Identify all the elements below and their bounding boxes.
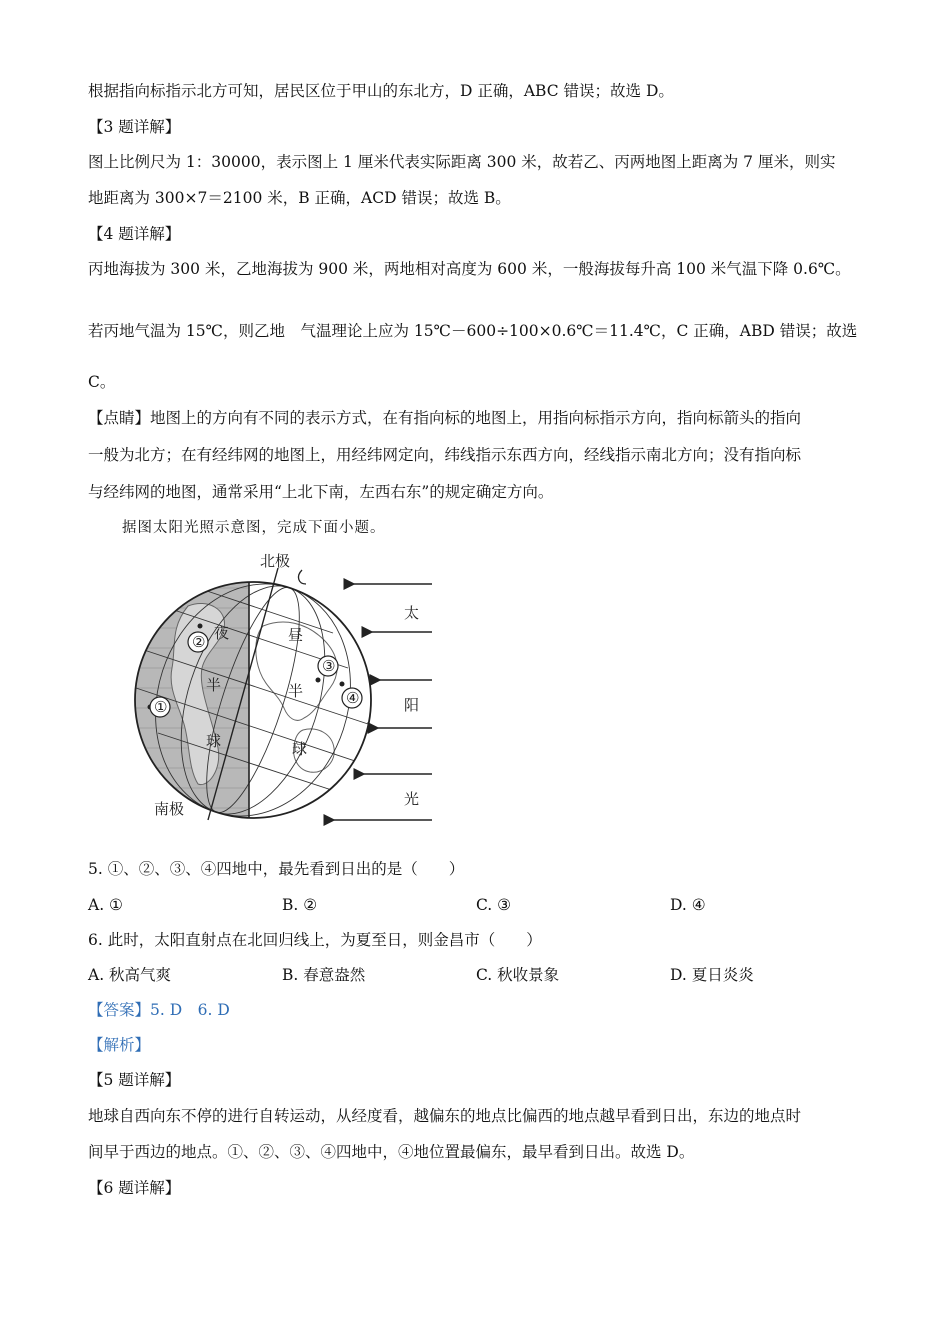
section-heading-3: 【3 题详解】 [88, 118, 181, 136]
paragraph-line: C。 [88, 373, 116, 391]
answer-line: 【答案】5. D 6. D [88, 1001, 230, 1019]
tip-paragraph: 与经纬网的地图，通常采用“上北下南，左西右东”的规定确定方向。 [88, 483, 554, 501]
paragraph-line: 丙地海拔为 300 米，乙地海拔为 900 米，两地相对高度为 600 米，一般海拔每升高 100 米气温下降 0.6℃。 [88, 260, 851, 278]
q6-option-d: D. 夏日炎炎 [670, 966, 754, 984]
q5-option-d: D. ④ [670, 896, 706, 914]
night-hemisphere-char: 球 [206, 732, 222, 750]
rotation-arrow-icon [299, 570, 306, 584]
analysis-heading: 【解析】 [88, 1036, 151, 1054]
question-5: 5. ①、②、③、④四地中，最先看到日出的是（ ） [88, 860, 465, 878]
section-heading-5: 【5 题详解】 [88, 1071, 181, 1089]
day-hemisphere-char: 昼 [288, 626, 304, 644]
sunlight-label-char: 光 [404, 790, 420, 808]
day-hemisphere-char: 半 [288, 682, 304, 700]
night-hemisphere-char: 半 [206, 676, 222, 694]
paragraph-line: 若丙地气温为 15℃，则乙地 气温理论上应为 15℃－600÷100×0.6℃＝11.4℃，C 正确，ABD 错误；故选 [88, 322, 858, 340]
section-heading-4: 【4 题详解】 [88, 225, 181, 243]
q6-option-b: B. 春意盎然 [282, 966, 366, 984]
south-pole-label: 南极 [154, 800, 185, 818]
paragraph-line: 地球自西向东不停的进行自转运动，从经度看，越偏东的地点比偏西的地点越早看到日出，东边的地点时 [88, 1107, 802, 1125]
tip-paragraph: 一般为北方；在有经纬网的地图上，用经纬网定向，纬线指示东西方向，经线指示南北方向；没有指向标 [88, 446, 802, 464]
sunlight-label-char: 阳 [404, 696, 420, 714]
q5-option-c: C. ③ [476, 896, 512, 914]
north-pole-label: 北极 [260, 552, 291, 570]
svg-text:①: ① [154, 698, 168, 716]
figure-caption: 据图太阳光照示意图，完成下面小题。 [122, 520, 386, 536]
q5-option-a: A. ① [88, 896, 123, 914]
svg-text:③: ③ [322, 657, 336, 675]
night-hemisphere-char: 夜 [214, 624, 230, 642]
q6-option-c: C. 秋收景象 [476, 966, 560, 984]
paragraph-line: 根据指向标指示北方可知，居民区位于甲山的东北方，D 正确，ABC 错误；故选 D。 [88, 82, 674, 100]
svg-text:②: ② [192, 633, 206, 651]
question-6: 6. 此时，太阳直射点在北回归线上，为夏至日，则金昌市（ ） [88, 931, 542, 949]
paragraph-line: 地距离为 300×7＝2100 米，B 正确，ACD 错误；故选 B。 [88, 189, 511, 207]
q6-option-a: A. 秋高气爽 [88, 966, 172, 984]
paragraph-line: 图上比例尺为 1：30000，表示图上 1 厘米代表实际距离 300 米，故若乙、丙两地图上距离为 7 厘米，则实 [88, 153, 836, 171]
sunlight-label-char: 太 [404, 604, 420, 622]
paragraph-line: 间早于西边的地点。①、②、③、④四地中，④地位置最偏东，最早看到日出。故选 D。 [88, 1143, 695, 1161]
q5-option-b: B. ② [282, 896, 318, 914]
section-heading-6: 【6 题详解】 [88, 1179, 181, 1197]
day-hemisphere-char: 球 [292, 740, 308, 758]
svg-text:④: ④ [346, 689, 360, 707]
tip-paragraph: 【点睛】地图上的方向有不同的表示方式，在有指向标的地图上，用指向标指示方向，指向标箭头的指向 [88, 409, 802, 427]
sunlight-globe-diagram [128, 548, 440, 833]
